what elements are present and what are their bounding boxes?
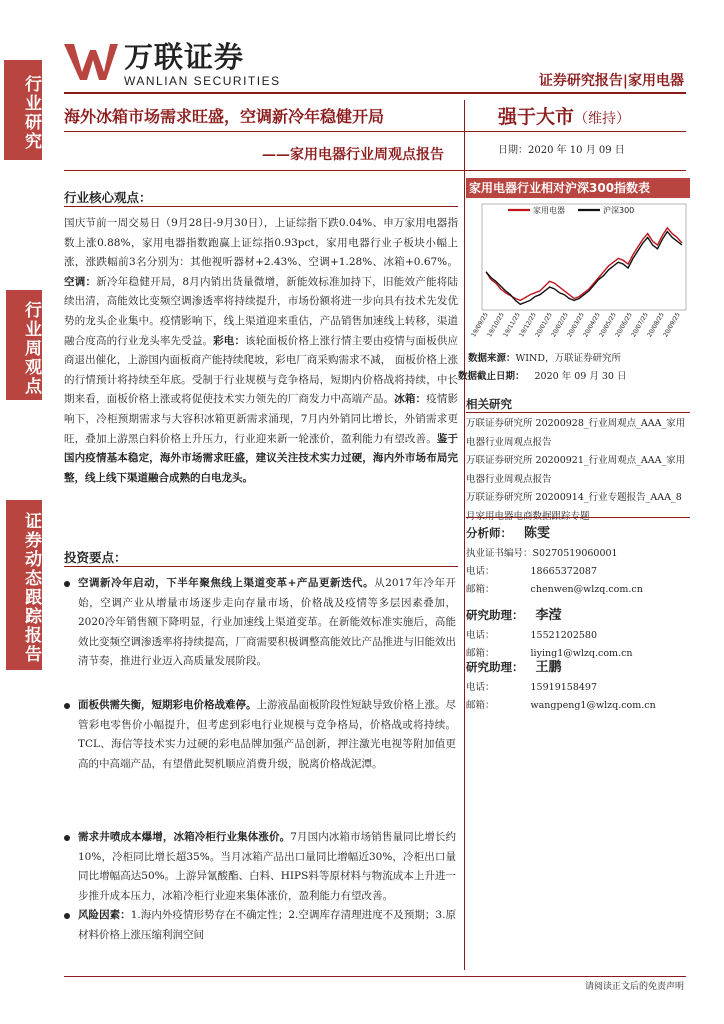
wanlian-logo-icon: [64, 42, 118, 82]
core-heading-line: [64, 206, 458, 207]
report-title: 海外冰箱市场需求旺盛，空调新冷年稳健开局: [64, 107, 385, 126]
x-tick-label: 20/07/25: [630, 311, 650, 339]
invest-heading-line: [64, 566, 458, 567]
analyst-1-email: 邮箱： chenwen@wlzq.com.cn: [466, 584, 643, 595]
header-divider: [64, 92, 686, 94]
rating-main: 强于大市: [498, 106, 575, 128]
x-tick-label: 20/09/25: [662, 311, 682, 339]
x-tick-label: 20/01/25: [534, 311, 554, 339]
invest-item: 风险因素：1.海内外疫情形势存在不确定性；2.空调库存清理进度不及预期；3.原材料价格上涨压缩利润空间: [78, 906, 456, 945]
x-tick-label: 19/09/25: [470, 311, 490, 339]
related-list: [466, 415, 690, 526]
analyst-1: 分析师： 陈雯: [466, 526, 551, 541]
title-divider: [64, 131, 686, 132]
invest-item: 需求井喷成本爆增，冰箱冷柜行业集体涨价。7月国内冰箱市场销售量同比增长约10%，冷柜同比增长超35%。当月冰箱产品出口量同比增幅近30%，冷柜出口量同比增幅高达50%。上游异氰酸酯、白料、HIPS料等原材料与物流成本上升进一步推升成本压力，冰箱冷柜行业迎来集体涨价，盈利能力有望改善。: [78, 828, 456, 906]
x-tick-label: 20/08/25: [646, 311, 666, 339]
analyst-1-phone: 电话： 18665372087: [466, 566, 598, 577]
analyst-2-email: 邮箱： liying1@wlzq.com.cn: [466, 648, 633, 659]
analyst-3: 研究助理： 王鹏: [466, 660, 562, 675]
x-tick-label: 19/11/25: [502, 311, 522, 339]
side-label-tracking: 证券动态跟踪报告: [6, 500, 42, 670]
subtitle-divider: [64, 170, 686, 171]
relative-index-chart: [468, 198, 692, 344]
related-line: [466, 412, 690, 413]
core-body: 国庆节前一周交易日（9月28日-9月30日），上证综指下跌0.04%、申万家用电器指数上涨0.88%，家用电器指数跑赢上证综指0.93pct，家用电器行业子板块小幅上涨，涨跌幅前3名分别为：其他视听器材+2.43%、空调+1.28%、冰箱+0.67%。空调：新冷年稳健开局，8月内销出货量微增，新能效标准加持下，旧能效产能将陆续出清，高能效比变频空调渗透率将持续提升，市场份额将进一步向具有技术先发优势的龙头企业集中。疫情影响下，线上渠道迎来重估，产品销售加速线上转移，渠道融合度高的行业龙头率先受益。彩电：该轮面板价格上涨行情主要由疫情与面板供应商退出催化，上游国内面板商产能持续爬坡，彩电厂商采购需求不减， 面板价格上涨的行情预计将持续至年底。受制于行业规模与竞争格局，短期内价格战将持续，中长期来看，面板价格上涨或将促使技术实力领先的厂商发力中高端产品。冰箱：疫情影响下，冷柜预期需求与大容积冰箱更新需求涌现，7月内外销同比增长，外销需求更旺，叠加上游黑白料价格上升压力，行业迎来新一轮涨价，盈利能力有望改善。鉴于国内疫情基本稳定，海外市场需求旺盛，建议关注技术实力过硬，海内外市场布局完整，线上线下渠道融合成熟的白电龙头。: [64, 217, 459, 484]
series-line: [486, 228, 682, 301]
x-tick-label: 20/04/25: [582, 311, 602, 339]
chart-title: 家用电器行业相对沪深300指数表: [466, 178, 690, 198]
analyst-2: 研究助理： 李滢: [466, 608, 562, 623]
rating: [498, 102, 630, 129]
side-label-industry-research: 行业研究: [4, 60, 42, 160]
invest-heading: 投资要点：: [64, 550, 127, 565]
related-item[interactable]: 万联证券研究所 20200914_行业专题报告_AAA_8月家用电器电商数据跟踪专题: [466, 492, 682, 522]
analyst-3-email: 邮箱： wangpeng1@wlzq.com.cn: [466, 700, 656, 711]
disclaimer-note: 请阅读正文后的免责声明: [584, 982, 684, 992]
x-tick-label: 20/03/25: [566, 311, 586, 339]
invest-item: 面板供需失衡，短期彩电价格战难停。上游液晶面板阶段性短缺导致价格上涨。尽管彩电零售价小幅提升，但考虑到彩电行业规模与竞争格局，价格战或将持续。TCL、海信等技术实力过硬的彩电品牌加强产品创新，押注激光电视等附加值更高的中高端产品，有望借此契机顺应消费升级，脱离价格战泥潭。: [78, 696, 456, 774]
analyst-2-phone: 电话： 15521202580: [466, 630, 598, 641]
legend-label: 家用电器: [533, 206, 565, 215]
analyst-line: [466, 517, 690, 518]
brand-name-en: WANLIAN SECURITIES: [124, 74, 281, 88]
brand-logo: [64, 42, 281, 88]
analyst-cert: 执业证书编号：S0270519060001: [466, 548, 618, 559]
related-item[interactable]: 万联证券研究所 20200921_行业周观点_AAA_家用电器行业周观点报告: [466, 455, 686, 485]
column-divider: [464, 100, 465, 970]
x-tick-label: 19/12/25: [518, 311, 538, 339]
brand-name-cn: 万联证券: [124, 40, 245, 74]
related-heading: 相关研究: [466, 397, 512, 411]
report-date: 日期：2020 年 10 月 09 日: [498, 145, 625, 156]
report-category: 证券研究报告|家用电器: [538, 73, 684, 89]
core-heading: 行业核心观点：: [64, 190, 152, 205]
rating-note: （维持）: [574, 111, 631, 127]
related-item[interactable]: 万联证券研究所 20200928_行业周观点_AAA_家用电器行业周观点报告: [466, 418, 686, 448]
x-tick-label: 19/10/25: [486, 311, 506, 339]
legend-label: 沪深300: [603, 206, 635, 215]
analyst-3-phone: 电话： 15919158497: [466, 682, 598, 693]
report-subtitle: ——家用电器行业周观点报告: [262, 147, 444, 163]
data-cutoff: 数据截止日期： 2020 年 09 月 30 日: [458, 371, 627, 382]
x-tick-label: 20/02/25: [550, 311, 570, 339]
x-tick-label: 20/05/25: [598, 311, 618, 339]
side-label-weekly: 行业周观点: [6, 290, 42, 400]
data-source: 数据来源：WIND，万联证券研究所: [468, 353, 621, 364]
invest-item: 空调新冷年启动，下半年聚焦线上渠道变革+产品更新迭代。从2017年冷年开始，空调产业从增量市场逐步走向存量市场，价格战及疫情等多层因素叠加，2020冷年销售额下降明显，行业加速线上渠道变革。在新能效标准实施后，高能效比变频空调渗透率将持续提高，厂商需要积极调整高能效比产品推进与旧能效出清节奏，推进行业迈入高质量发展阶段。: [78, 574, 456, 672]
footer-divider: [64, 976, 686, 977]
x-tick-label: 20/06/25: [614, 311, 634, 339]
